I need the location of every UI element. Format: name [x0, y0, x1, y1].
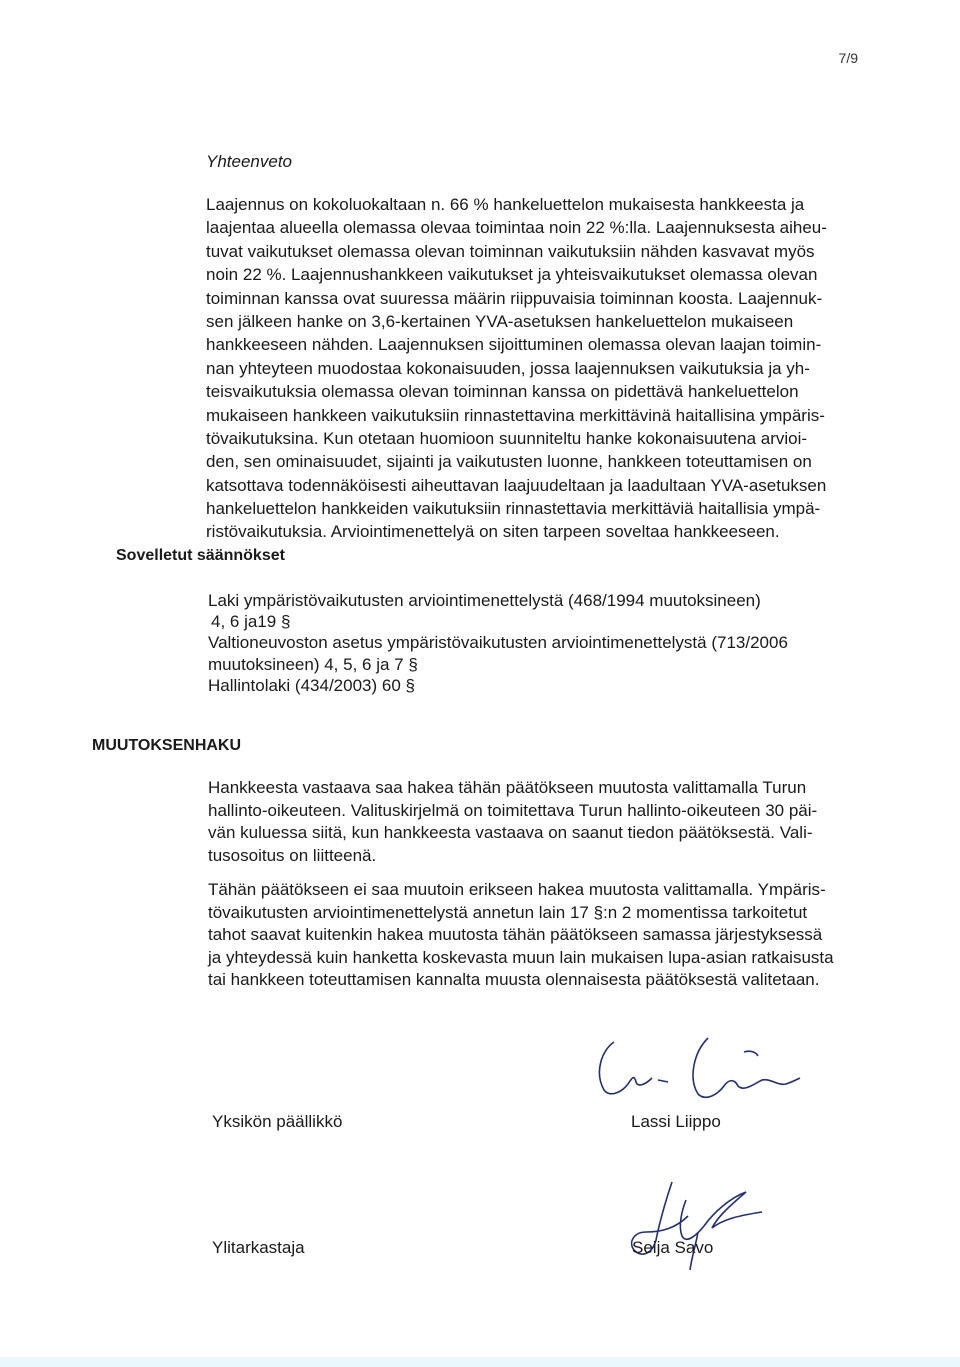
- summary-line: noin 22 %. Laajennushankkeen vaikutukset ja yhteisvaikutukset olemassa olevan: [206, 265, 818, 285]
- appeal-line: ja yhteydessä kuin hanketta koskevasta muun lain mukaisen lupa-asian ratkaisusta: [208, 947, 834, 967]
- appeal-paragraph-1: [208, 777, 817, 867]
- appeal-line: tusosoitus on liitteenä.: [208, 845, 377, 865]
- summary-paragraph: [206, 193, 886, 544]
- signature-1-name: Lassi Liippo: [631, 1112, 721, 1131]
- signature-2-name: Seija Savo: [632, 1238, 714, 1257]
- summary-line: den, sen ominaisuudet, sijainti ja vaikutusten luonne, hankkeen toteuttamisen on: [206, 452, 812, 472]
- regulation-line: 4, 6 ja19 §: [211, 612, 291, 632]
- signature-1-title: Yksikön päällikkö: [212, 1112, 343, 1131]
- regulation-line: muutoksineen) 4, 5, 6 ja 7 §: [208, 654, 418, 674]
- summary-line: tövaikutuksina. Kun otetaan huomioon suunniteltu hanke kokonaisuutena arvioi-: [206, 428, 808, 448]
- appeal-line: Tähän päätökseen ei saa muutoin erikseen hakea muutosta valittamalla. Ympäris-: [208, 880, 826, 899]
- signature-1-scribble: [588, 1030, 828, 1110]
- regulation-line: Hallintolaki (434/2003) 60 §: [208, 675, 415, 695]
- regulation-line: Valtioneuvoston asetus ympäristövaikutusten arviointimenettelystä (713/2006: [208, 633, 788, 653]
- appeal-line: tahot saavat kuitenkin hakea muutosta tähän päätökseen samassa järjestyksessä: [208, 925, 823, 944]
- summary-line: hankkeeseen nähden. Laajennuksen sijoittuminen olemassa olevan laajan toimin-: [206, 335, 822, 355]
- summary-line: sen jälkeen hanke on 3,6-kertainen YVA-asetuksen hankeluettelon mukaiseen: [206, 311, 794, 331]
- page-number: 7/9: [838, 50, 858, 66]
- appeal-line: tövaikutusten arviointimenettelystä annetun lain 17 §:n 2 momentissa tarkoitetut: [208, 902, 808, 922]
- regulations-list: [208, 590, 788, 696]
- appeal-line: tai hankkeen toteuttamisen kannalta muusta olennaisesta päätöksestä valitetaan.: [208, 970, 820, 989]
- summary-heading: Yhteenveto: [206, 152, 293, 171]
- summary-line: teisvaikutuksia olemassa olevan toiminnan kanssa on pidettävä hankeluettelon: [206, 382, 799, 402]
- summary-line: ristövaikutuksia. Arviointimenettelyä on siten tarpeen soveltaa hankkeeseen.: [206, 522, 780, 542]
- regulations-heading: Sovelletut säännökset: [116, 547, 285, 564]
- summary-line: hankeluettelon hankkeiden vaikutuksiin rinnastettavia merkittäviä haitallisia ympä-: [206, 499, 821, 519]
- summary-line: Laajennus on kokoluokaltaan n. 66 % hankeluettelon mukaisesta hankkeesta ja: [206, 195, 805, 214]
- signature-2-title: Ylitarkastaja: [212, 1238, 305, 1257]
- summary-line: katsottava todennäköisesti aiheuttavan laajuudeltaan ja laadultaan YVA-asetuksen: [206, 475, 827, 495]
- regulation-line: Laki ympäristövaikutusten arviointimenettelystä (468/1994 muutoksineen): [208, 591, 761, 610]
- signature-2-scribble: [612, 1170, 782, 1280]
- summary-line: tuvat vaikutukset olemassa olevan toiminnan vaikutuksiin nähden kasvavat myös: [206, 241, 815, 261]
- appeal-heading: MUUTOKSENHAKU: [92, 737, 242, 754]
- summary-line: laajentaa alueella olemassa olevaa toimintaa noin 22 %:lla. Laajennuksesta aiheu-: [206, 218, 827, 238]
- scan-edge: [0, 1357, 960, 1367]
- appeal-line: hallinto-oikeuteen. Valituskirjelmä on toimitettava Turun hallinto-oikeuteen 30 päi-: [208, 800, 818, 820]
- summary-line: mukaiseen hankkeen vaikutuksiin rinnastettavina merkittävinä haitallisina ympäris-: [206, 405, 825, 425]
- appeal-paragraph-2: [208, 879, 834, 992]
- appeal-line: Hankkeesta vastaava saa hakea tähän päätökseen muutosta valittamalla Turun: [208, 778, 807, 797]
- summary-line: nan yhteyteen muodostaa kokonaisuuden, jossa laajennuksen vaikutuksia ja yh-: [206, 358, 810, 378]
- appeal-line: vän kuluessa siitä, kun hankkeesta vastaava on saanut tiedon päätöksestä. Vali-: [208, 823, 813, 842]
- summary-line: toiminnan kanssa ovat suuressa määrin riippuvaisia toiminnan koosta. Laajennuk-: [206, 288, 823, 308]
